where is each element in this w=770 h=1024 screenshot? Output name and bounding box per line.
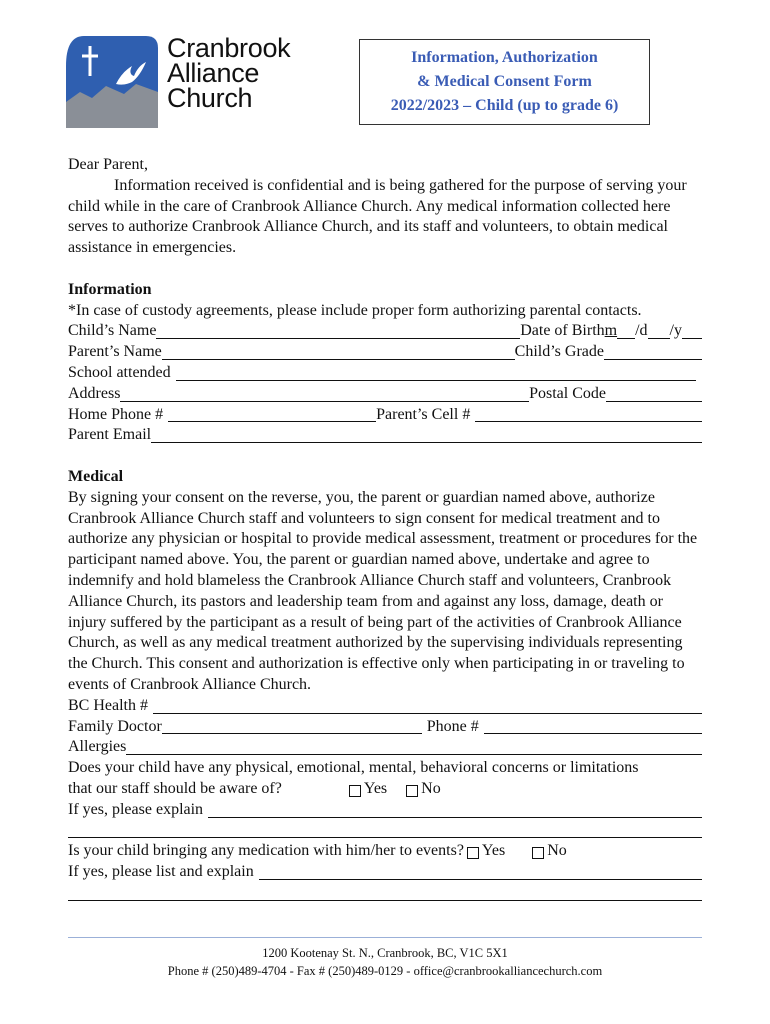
- concerns-explain-row: [68, 800, 702, 821]
- medication-no-label: No: [547, 842, 567, 860]
- email-row: [68, 425, 702, 446]
- form-title-box: [359, 39, 650, 125]
- greeting: Dear Parent,: [68, 156, 148, 173]
- address-field[interactable]: [120, 401, 529, 402]
- childs-name-label: Child’s Name: [68, 322, 157, 340]
- concerns-question-line-1: Does your child have any physical, emotional, mental, behavioral concerns or limitations: [68, 759, 639, 777]
- form-body: [68, 155, 702, 904]
- dob-month-label: m: [604, 322, 618, 340]
- medical-heading: Medical: [68, 467, 124, 485]
- school-row: [68, 363, 702, 384]
- doctor-phone-field[interactable]: [484, 733, 702, 734]
- address-label: Address: [68, 384, 121, 402]
- concerns-no-label: No: [421, 779, 441, 797]
- dob-year-label: /y: [669, 322, 682, 340]
- family-doctor-label: Family Doctor: [68, 717, 162, 735]
- intro-paragraph: Information received is confidential and is being gathered for the purpose of serving your child while in the care of Cranbrook Alliance Church. Any medical information collected here serves to authorize Cranbrook Alliance Church, and its staff and volunteers, to obtain medical assistance in emergencies.: [68, 176, 687, 257]
- concerns-explain-label: If yes, please explain: [68, 800, 204, 818]
- custody-note: *In case of custody agreements, please include proper form authorizing parental contacts.: [68, 301, 642, 319]
- school-label: School attended: [68, 363, 171, 381]
- cross-mountain-bird-icon: [66, 36, 158, 128]
- medication-question: Is your child bringing any medication with him/her to events?: [68, 842, 464, 860]
- logo-line-3: Church: [167, 83, 253, 113]
- medication-explain-field[interactable]: [259, 879, 702, 880]
- dob-label: Date of Birth: [520, 322, 605, 340]
- childs-name-field[interactable]: [156, 338, 520, 339]
- dob-day-label: /d: [635, 322, 648, 340]
- family-doctor-field[interactable]: [162, 733, 422, 734]
- concerns-no-checkbox[interactable]: [406, 785, 418, 797]
- phone-row: [68, 405, 702, 426]
- bc-health-row: [68, 696, 702, 717]
- postal-code-label: Postal Code: [529, 384, 606, 402]
- medication-no-checkbox[interactable]: [532, 847, 544, 859]
- footer: [0, 944, 770, 980]
- church-logo: [66, 33, 306, 128]
- address-row: [68, 384, 702, 405]
- information-heading: Information: [68, 280, 152, 298]
- parents-name-row: [68, 342, 702, 363]
- childs-grade-label: Child’s Grade: [514, 343, 604, 361]
- home-phone-field[interactable]: [168, 421, 376, 422]
- parents-cell-field[interactable]: [475, 421, 702, 422]
- allergies-label: Allergies: [68, 738, 127, 756]
- parent-email-label: Parent Email: [68, 426, 152, 444]
- form-title-line-2: & Medical Consent Form: [417, 73, 592, 90]
- parents-name-field[interactable]: [162, 359, 515, 360]
- childs-grade-field[interactable]: [604, 359, 702, 360]
- medication-yes-checkbox[interactable]: [467, 847, 479, 859]
- childs-name-row: [68, 321, 702, 342]
- school-field[interactable]: [176, 380, 696, 381]
- footer-divider: [68, 937, 702, 938]
- medical-paragraph: By signing your consent on the reverse, you, the parent or guardian named above, authorize Cranbrook Alliance Church staff and volunteers to sign consent for medical treatment and to authorize any physician or hospital to provide medical assessment, treatment or procedures for the participant named above. You, the parent or guardian named above, undertake and agree to indemnify and hold blameless the Cranbrook Alliance Church staff and volunteers, Cranbrook Alliance Church, its pastors and leadership team from and against any loss, damage, death or injury suffered by the participant as a result of being part of the activities of Cranbrook Alliance Church, as well as any medical treatment authorized by the supervising individuals representing the Church. This consent and authorization is effective only when participating in or traveling to events of Cranbrook Alliance Church.: [68, 488, 698, 693]
- home-phone-label: Home Phone #: [68, 405, 164, 423]
- form-title-line-3: 2022/2023 – Child (up to grade 6): [390, 97, 619, 114]
- concerns-yes-checkbox[interactable]: [349, 785, 361, 797]
- logo-line-2: Alliance: [167, 58, 260, 88]
- concerns-yes-label: Yes: [363, 779, 388, 797]
- medication-row: [68, 841, 702, 862]
- concerns-question-row: [68, 779, 702, 800]
- concerns-explain-field[interactable]: [208, 817, 702, 818]
- dob-day-field[interactable]: [648, 338, 670, 339]
- logo-line-1: Cranbrook: [167, 33, 291, 63]
- footer-address: 1200 Kootenay St. N., Cranbrook, BC, V1C 5X1: [262, 946, 508, 960]
- medication-explain-row: [68, 862, 702, 883]
- concerns-question-line-2: that our staff should be aware of?: [68, 779, 282, 797]
- postal-code-field[interactable]: [606, 401, 702, 402]
- form-title-line-1: Information, Authorization: [411, 49, 598, 66]
- doctor-phone-label: Phone #: [426, 717, 479, 735]
- bc-health-label: BC Health #: [68, 696, 148, 714]
- dob-year-field[interactable]: [682, 338, 702, 339]
- concerns-explain-extra-line[interactable]: [68, 821, 702, 842]
- allergies-field[interactable]: [126, 754, 702, 755]
- dob-month-field[interactable]: [617, 338, 635, 339]
- parents-name-label: Parent’s Name: [68, 343, 162, 361]
- bc-health-field[interactable]: [153, 713, 702, 714]
- medication-explain-label: If yes, please list and explain: [68, 863, 254, 881]
- parent-email-field[interactable]: [151, 442, 702, 443]
- medication-explain-extra-line[interactable]: [68, 883, 702, 904]
- footer-contact: Phone # (250)489-4704 - Fax # (250)489-0129 - office@cranbrookalliancechurch.com: [167, 964, 603, 978]
- allergies-row: [68, 737, 702, 758]
- parents-cell-label: Parent’s Cell #: [376, 405, 471, 423]
- family-doctor-row: [68, 717, 702, 738]
- medication-yes-label: Yes: [481, 842, 506, 860]
